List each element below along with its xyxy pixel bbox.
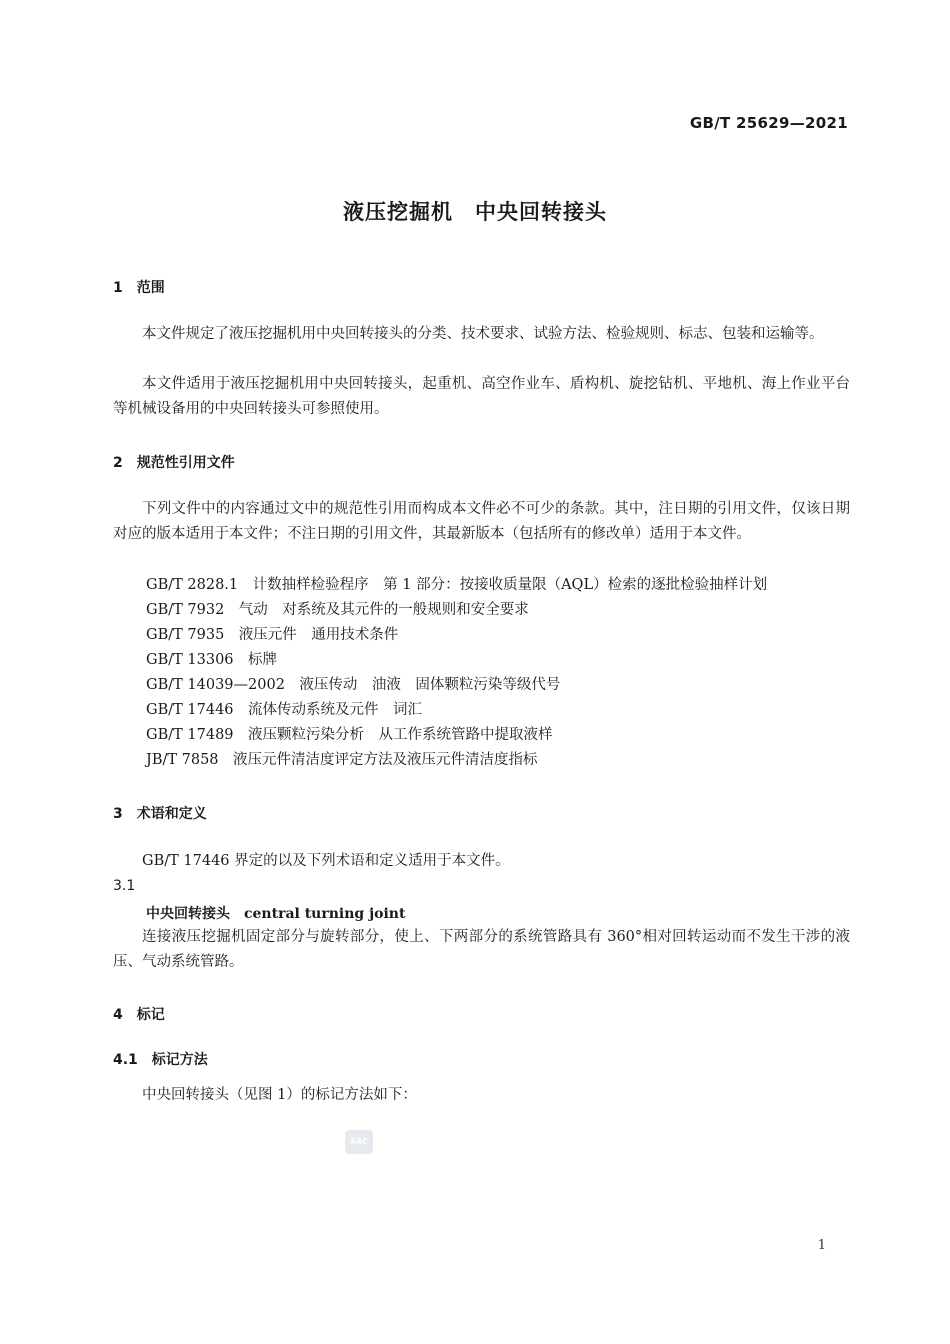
sac-watermark-logo: SAC: [345, 1130, 373, 1154]
section-1-paragraph-1: 本文件规定了液压挖掘机用中央回转接头的分类、技术要求、试验方法、检验规则、标志、包装和运输等。: [142, 326, 824, 342]
normative-reference-item: JB/T 7858 液压元件清洁度评定方法及液压元件清洁度指标: [146, 752, 538, 768]
section-2-intro: 下列文件中的内容通过文中的规范性引用而构成本文件必不可少的条款。其中，注日期的引用文件，仅该日期对应的版本适用于本文件；不注日期的引用文件，其最新版本（包括所有的修改单）适用于本文件。: [113, 501, 850, 542]
section-4-1-text: 中央回转接头（见图 1）的标记方法如下：: [142, 1087, 417, 1103]
term-number: 3.1: [113, 878, 136, 894]
section-1-heading: 1 范围: [113, 280, 165, 296]
normative-reference-item: GB/T 14039—2002 液压传动 油液 固体颗粒污染等级代号: [146, 677, 561, 693]
section-2-heading: 2 规范性引用文件: [113, 455, 235, 471]
section-1-paragraph-2: 本文件适用于液压挖掘机用中央回转接头，起重机、高空作业车、盾构机、旋挖钻机、平地机、海上作业平台等机械设备用的中央回转接头可参照使用。: [113, 376, 850, 417]
section-4-1-heading: 4.1 标记方法: [113, 1052, 208, 1068]
term-chinese: 中央回转接头: [146, 906, 230, 922]
page-number: 1: [817, 1238, 826, 1253]
term-definition: 连接液压挖掘机固定部分与旋转部分，使上、下两部分的系统管路具有 360°相对回转运动而不发生干涉的液压、气动系统管路。: [113, 929, 850, 970]
normative-reference-item: GB/T 17446 流体传动系统及元件 词汇: [146, 702, 423, 718]
section-3-heading: 3 术语和定义: [113, 806, 207, 822]
term-entry: [146, 903, 405, 923]
section-4-heading: 4 标记: [113, 1007, 165, 1023]
section-3-intro: GB/T 17446 界定的以及下列术语和定义适用于本文件。: [142, 853, 510, 869]
normative-reference-item: GB/T 2828.1 计数抽样检验程序 第 1 部分：按接收质量限（AQL）检索的逐批检验抽样计划: [146, 577, 768, 593]
normative-reference-item: GB/T 7935 液压元件 通用技术条件: [146, 627, 399, 643]
standard-code: GB/T 25629—2021: [689, 114, 848, 132]
normative-reference-item: GB/T 7932 气动 对系统及其元件的一般规则和安全要求: [146, 602, 529, 618]
normative-reference-item: GB/T 13306 标牌: [146, 652, 278, 668]
normative-reference-item: GB/T 17489 液压颗粒污染分析 从工作系统管路中提取液样: [146, 727, 553, 743]
document-title: 液压挖掘机 中央回转接头: [343, 200, 607, 224]
term-english: central turning joint: [244, 906, 406, 922]
